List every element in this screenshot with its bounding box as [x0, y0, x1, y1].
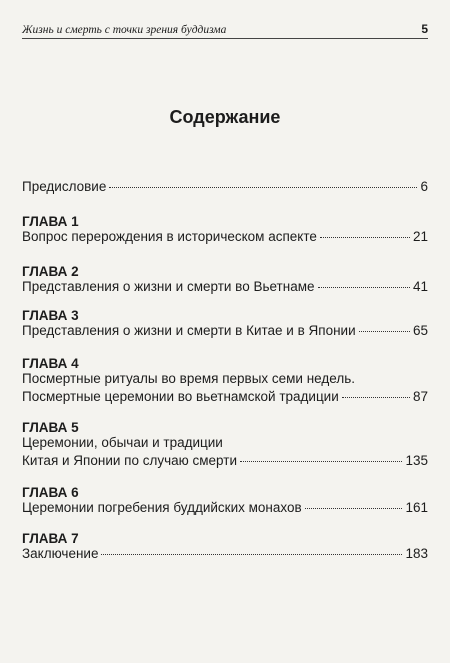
chapter-heading: ГЛАВА 5 [22, 420, 79, 435]
toc-entry-label: Предисловие [22, 179, 107, 194]
dot-leader [359, 331, 410, 332]
toc-page-number: 21 [412, 229, 428, 244]
toc-entry-chapter-5[interactable] [22, 434, 428, 470]
chapter-heading: ГЛАВА 3 [22, 308, 79, 323]
toc-entry-chapter-3[interactable] [22, 322, 428, 340]
toc-page-number: 161 [405, 500, 428, 515]
toc-entry-chapter-1[interactable] [22, 228, 428, 246]
dot-leader [305, 508, 403, 509]
toc-entry-label: Церемонии, обычаи и традиции [22, 435, 223, 450]
toc-page-number: 6 [420, 179, 428, 194]
running-header [22, 18, 428, 39]
toc-entry-label: Посмертные церемонии во вьетнамской традиции [22, 389, 339, 404]
toc-entry-label: Китая и Японии по случаю смерти [22, 453, 237, 468]
dot-leader [320, 237, 410, 238]
dot-leader [101, 554, 402, 555]
toc-entry-chapter-7[interactable] [22, 545, 428, 563]
dot-leader [342, 397, 410, 398]
chapter-heading: ГЛАВА 1 [22, 214, 79, 229]
page-number: 5 [421, 22, 428, 36]
chapter-heading: ГЛАВА 4 [22, 356, 79, 371]
toc-entry-chapter-6[interactable] [22, 499, 428, 517]
dot-leader [240, 461, 402, 462]
toc-entry-label: Вопрос перерождения в историческом аспекте [22, 229, 317, 244]
toc-page-number: 41 [412, 279, 428, 294]
chapter-heading: ГЛАВА 2 [22, 264, 79, 279]
toc-entry-label: Представления о жизни и смерти во Вьетнаме [22, 279, 315, 294]
dot-leader [109, 187, 417, 188]
toc-page-number: 135 [405, 453, 428, 468]
toc-page-number: 65 [412, 323, 428, 338]
toc-entry-preface[interactable] [22, 178, 428, 196]
toc-entry-chapter-2[interactable] [22, 278, 428, 296]
toc-page-number: 87 [412, 389, 428, 404]
chapter-heading: ГЛАВА 7 [22, 531, 79, 546]
chapter-heading: ГЛАВА 6 [22, 485, 79, 500]
toc-entry-chapter-4[interactable] [22, 370, 428, 406]
toc-entry-label: Представления о жизни и смерти в Китае и в Японии [22, 323, 356, 338]
toc-entry-label: Заключение [22, 546, 99, 561]
running-title: Жизнь и смерть с точки зрения буддизма [22, 24, 227, 36]
toc-entry-label: Посмертные ритуалы во время первых семи недель. [22, 371, 355, 386]
toc-page-number: 183 [405, 546, 428, 561]
toc-entry-label: Церемонии погребения буддийских монахов [22, 500, 302, 515]
page-title: Содержание [169, 107, 281, 127]
dot-leader [318, 287, 410, 288]
